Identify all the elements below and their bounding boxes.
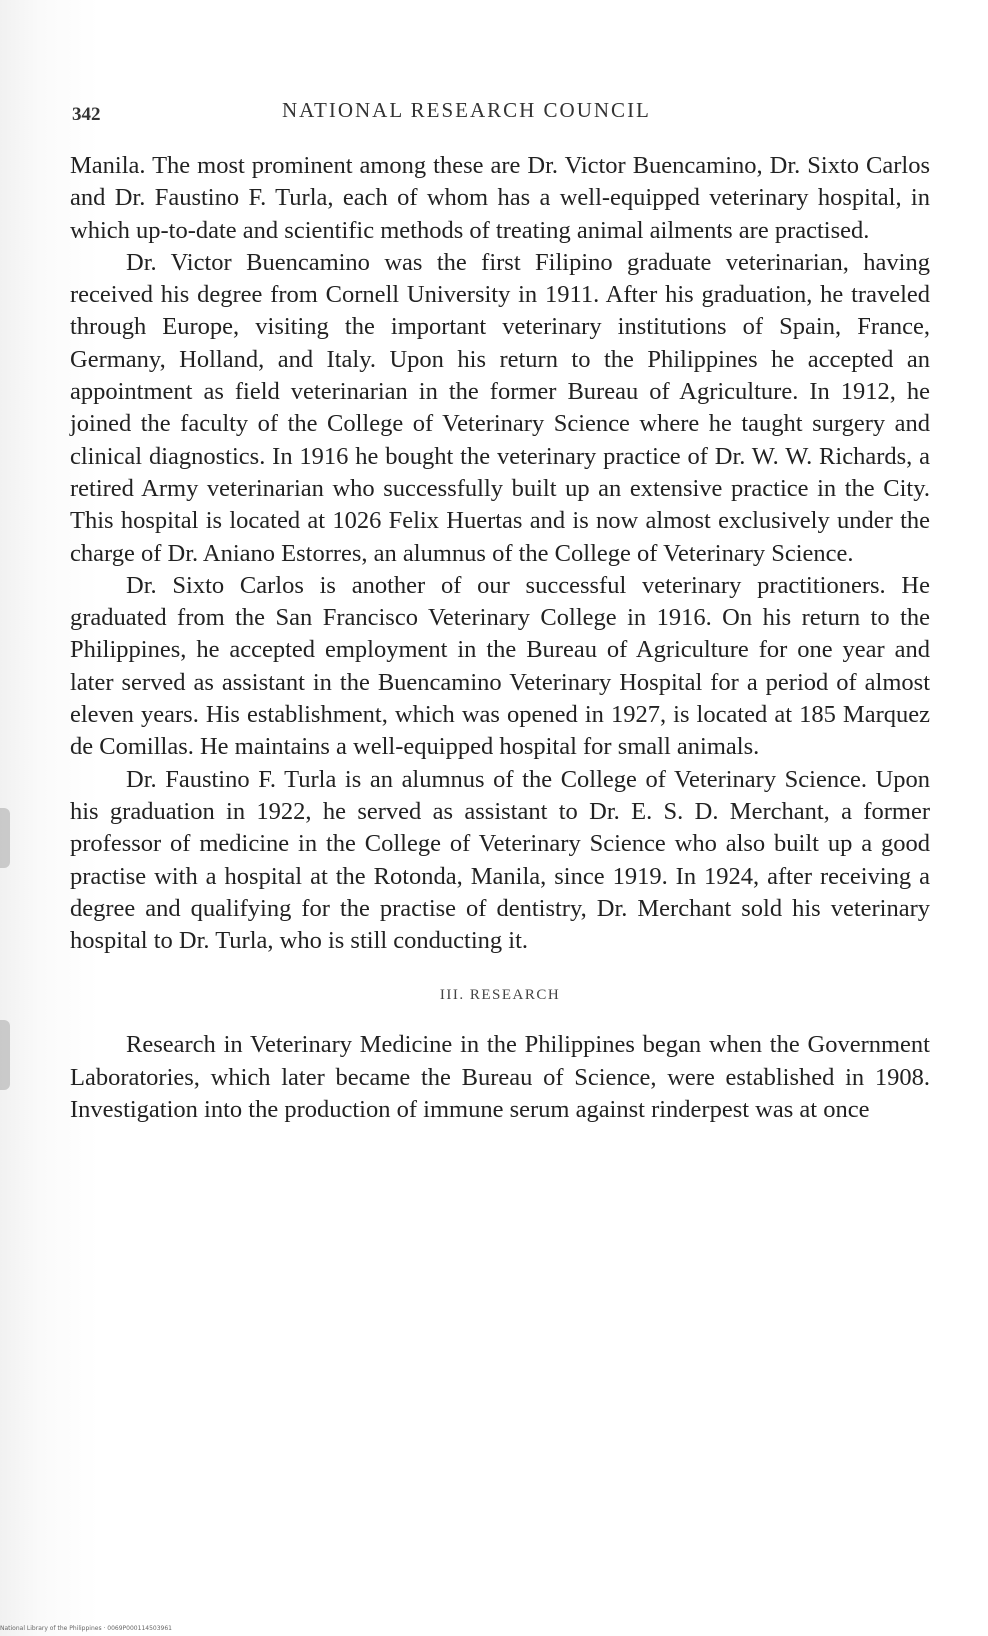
paragraph-buencamino: Dr. Victor Buencamino was the first Filipino graduate veterinarian, having received his degree from Cornell University in 1911. After his graduation, he traveled through Europe, visiting the important veterinary institutions of Spain, France, Germany, Holland, and Italy. Upon his return to the Philippines he accepted an appointment as field veterinarian in the former Bureau of Agriculture. In 1912, he joined the faculty of the College of Veterinary Science where he taught surgery and clinical diagnostics. In 1916 he bought the veterinary practice of Dr. W. W. Richards, a retired Army veterinarian who successfully built up an extensive practice in the City. This hospital is located at 1026 Felix Huertas and is now almost exclusively under the charge of Dr. Aniano Estorres, an alumnus of the College of Veterinary Science.: [70, 248, 930, 567]
page-edge-mark-lower: [0, 1020, 10, 1090]
section-heading: III. RESEARCH: [439, 987, 561, 1004]
running-head: NATIONAL RESEARCH COUNCIL: [282, 98, 651, 122]
body-text: [70, 150, 930, 1126]
page-header: [72, 98, 932, 128]
paragraph-research: Research in Veterinary Medicine in the Philippines began when the Government Laboratories, which later became the Bureau of Science, were established in 1908. Investigation into the production of immune serum against rinderpest was at once: [70, 1031, 930, 1124]
scan-footer: National Library of the Philippines · 0069P000114503961: [0, 1625, 172, 1632]
paragraph-turla: Dr. Faustino F. Turla is an alumnus of the College of Veterinary Science. Upon his graduation in 1922, he served as assistant to Dr. E. S. D. Merchant, a former professor of medicine in the College of Veterinary Science who also built up a good practise with a hospital at the Rotonda, Manila, since 1919. In 1924, after receiving a degree and qualifying for the practise of dentistry, Dr. Merchant sold his veterinary hospital to Dr. Turla, who is still conducting it.: [70, 765, 930, 955]
paragraph-carlos: Dr. Sixto Carlos is another of our successful veterinary practitioners. He graduated from the San Francisco Veterinary College in 1916. On his return to the Philippines, he accepted employment in the Bureau of Agriculture for one year and later served as assistant in the Buencamino Veterinary Hospital for a period of almost eleven years. His establishment, which was opened in 1927, is located at 185 Marquez de Comillas. He maintains a well-equipped hospital for small animals.: [70, 571, 930, 761]
paragraph-intro: Manila. The most prominent among these are Dr. Victor Buencamino, Dr. Sixto Carlos and Dr. Faustino F. Turla, each of whom has a well-equipped veterinary hospital, in which up-to-date and scientific methods of treating animal ailments are practised.: [70, 152, 930, 244]
page-edge-mark-upper: [0, 808, 10, 868]
page-number: 342: [72, 104, 101, 125]
